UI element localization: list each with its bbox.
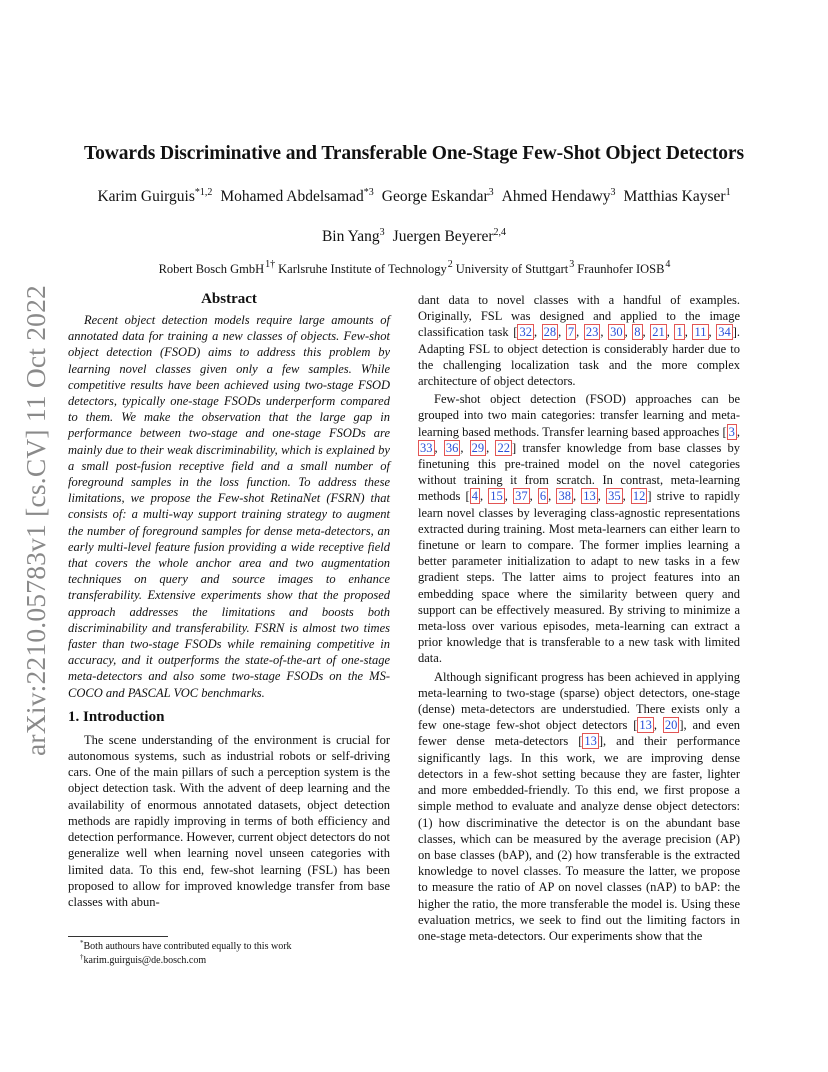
citation-link[interactable]: 12 xyxy=(632,489,646,504)
footnote-email[interactable] xyxy=(68,954,390,968)
author xyxy=(502,188,616,205)
author-name: Mohamed Abdelsamad xyxy=(220,188,364,205)
citation-link[interactable]: 30 xyxy=(610,325,623,340)
author-name: George Eskandar xyxy=(381,188,489,205)
author-name: Matthias Kayser xyxy=(623,188,726,205)
author xyxy=(382,188,494,205)
affiliation xyxy=(576,259,671,276)
paragraph-text: dant data to novel classes with a handful of examples. Originally, FSL was designed and applied to the image classification task xyxy=(418,293,740,340)
citation-link[interactable]: 7 xyxy=(567,325,575,340)
footnote-rule xyxy=(68,936,168,937)
author-superscript: 3 xyxy=(379,227,385,238)
affiliation xyxy=(158,259,276,276)
citation-link[interactable]: 28 xyxy=(543,325,557,340)
footnote-mark: † xyxy=(80,952,84,961)
citation-link[interactable]: 36 xyxy=(445,440,459,455)
author-superscript: *1,2 xyxy=(194,187,213,198)
author-name: Juergen Beyerer xyxy=(392,228,494,245)
citation-group: [ 3 , 33 , 36 , 29 , 22 ] xyxy=(420,424,740,455)
author-superscript: 1 xyxy=(725,187,731,198)
author-superscript: 3 xyxy=(488,187,494,198)
citation-link[interactable]: 13 xyxy=(639,718,652,733)
citation-group: [ 4 , 15 , 37 , 6 , 38 , 13 , 35 , 12 ] xyxy=(465,489,652,504)
citation-link[interactable]: 3 xyxy=(728,424,735,439)
citation-group: [ 13 ] xyxy=(578,734,604,749)
author xyxy=(220,188,373,205)
citation-link[interactable]: 33 xyxy=(420,440,433,455)
author xyxy=(322,228,385,245)
citation-link[interactable]: 21 xyxy=(652,325,665,340)
paragraph-text: , and even fewer dense meta-detectors xyxy=(418,718,740,749)
right-paragraph-2 xyxy=(418,391,740,666)
author-name: Bin Yang xyxy=(321,228,380,245)
citation-link[interactable]: 34 xyxy=(718,325,731,340)
footnote-equal-contribution xyxy=(68,940,390,954)
left-column xyxy=(68,290,390,910)
affiliation-superscript: 1† xyxy=(265,259,276,270)
citation-link[interactable]: 29 xyxy=(471,440,485,455)
author xyxy=(97,188,212,205)
author xyxy=(624,188,731,205)
citation-group: [ 13 , 20 ] xyxy=(633,718,684,733)
citation-link[interactable]: 38 xyxy=(558,489,571,504)
affiliations xyxy=(0,259,828,277)
citation-group: [ 32 , 28 , 7 , 23 , 30 , 8 , 21 , 1 , 11 , 34 ] xyxy=(513,325,737,340)
affiliation xyxy=(277,259,453,276)
affiliation-superscript: 3 xyxy=(569,259,575,270)
affiliation-name: University of Stuttgart xyxy=(455,262,569,276)
citation-link[interactable]: 32 xyxy=(519,325,532,340)
intro-paragraph-1: The scene understanding of the environment is crucial for autonomous systems, such as industrial robots or self-driving cars. One of the main pillars of such a perception system is the object detection task. With the advent of deep learning and the availability of enormous annotated datasets, object detection methods are rapidly improving in terms of both efficiency and detection performance. However, current object detectors do not generalize well when learning novel unseen categories with limited data. To this end, few-shot learning (FSL) has been proposed to allow for improved knowledge transfer from base classes with abun- xyxy=(68,732,390,909)
footnote-text[interactable]: karim.guirguis@de.bosch.com xyxy=(83,954,207,966)
citation-link[interactable]: 11 xyxy=(694,325,707,340)
arxiv-stamp-text: arXiv:2210.05783v1 [cs.CV] 11 Oct 2022 xyxy=(20,284,51,756)
abstract-text: Recent object detection models require large amounts of annotated data for training a new classes of objects. Few-shot object detection (FSOD) aims to address this problem by learning novel classes given only a few samples. While competitive results have been achieved using two-stage FSOD detectors, typically one-stage FSODs underperform compared to them. We make the observation that the large gap in performance between two-stage and one-stage FSODs are mainly due to their weak discriminability, which is explained by a small post-fusion receptive field and a small number of foreground samples in the loss function. To address these limitations, we propose the Few-shot RetinaNet (FSRN) that consists of: a multi-way support training strategy to augment the number of foreground samples for dense meta-detectors, an early multi-level feature fusion providing a wide receptive field that covers the whole anchor area and two augmentation techniques on query and source images to enhance transferability. Extensive experiments show that the proposed approach addresses the limitations and boosts both discriminability and transferability. FSRN is almost two times faster than two-stage FSODs while remaining competitive in accuracy, and it outperforms the state-of-the-art of one-stage meta-detectors and also some two-stage FSODs on the MS-COCO and PASCAL VOC benchmarks. xyxy=(68,313,390,700)
author-superscript: 2,4 xyxy=(493,227,507,238)
authors-line-1 xyxy=(0,188,828,206)
citation-link[interactable]: 20 xyxy=(664,718,678,733)
author-superscript: *3 xyxy=(363,187,374,198)
affiliation-name: Fraunhofer IOSB xyxy=(577,262,665,276)
citation-link[interactable]: 1 xyxy=(676,325,683,340)
footnote-mark: * xyxy=(80,939,84,947)
citation-link[interactable]: 6 xyxy=(539,489,547,504)
affiliation-superscript: 4 xyxy=(665,259,671,270)
paper-title: Towards Discriminative and Transferable One-Stage Few-Shot Object Detectors xyxy=(84,143,744,164)
footnotes xyxy=(68,940,390,967)
section-heading-introduction: 1. Introduction xyxy=(68,708,165,725)
citation-link[interactable]: 37 xyxy=(515,489,528,504)
author-superscript: 3 xyxy=(610,187,616,198)
arxiv-stamp xyxy=(12,285,60,755)
abstract-heading: Abstract xyxy=(201,291,257,307)
paragraph-text: Few-shot object detection (FSOD) approaches can be grouped into two main categories: transfer learning and meta-learning based methods. Transfer learning based approaches xyxy=(418,392,740,439)
citation-link[interactable]: 35 xyxy=(608,489,621,504)
citation-link[interactable]: 23 xyxy=(585,325,599,340)
citation-link[interactable]: 4 xyxy=(471,489,478,504)
citation-link[interactable]: 8 xyxy=(634,325,641,340)
authors-line-2 xyxy=(0,228,828,246)
paragraph-text: , and their performance significantly lags. In this work, we are improving dense detectors in a few-shot setting because they are faster, lighter and more embedded-friendly. To this end, we first propose a simple method to evaluate and analyze dense object detectors: (1) how discriminative the detector is on the abundant base classes, which can be measured by the average precision (AP) on base classes (bAP), and (2) how transferable is the extracted knowledge to novel classes. To measure the latter, we propose to measure the ratio of AP on novel classes (nAP) to bAP: the higher the ratio, the more transferable the model is. Using these evaluation metrics, we seek to find out the limiting factors in one-stage meta-detectors. Our experiments show that the xyxy=(418,734,740,943)
paragraph-text: transfer knowledge from base classes by finetuning this pre-trained model on the novel categories without training it from scratch. In contrast, meta-learning methods xyxy=(418,440,741,504)
author-name: Karim Guirguis xyxy=(97,188,195,205)
footnote-text: Both authours have contributed equally to this work xyxy=(83,941,292,952)
author xyxy=(393,228,506,245)
affiliation-superscript: 2 xyxy=(447,259,453,270)
affiliation-name: Robert Bosch GmbH xyxy=(158,262,265,276)
paragraph-text: . Adapting FSL to object detection is considerably harder due to the challenging localization task and the more complex architecture of object detectors. xyxy=(418,325,741,389)
citation-link[interactable]: 22 xyxy=(497,440,510,455)
author-name: Ahmed Hendawy xyxy=(501,188,611,205)
paragraph-text: strive to rapidly learn novel classes by leveraging class-agnostic representations extracted during training. Most meta-learners can either learn to finetune or learn to compare. The former implies learning a better parameter initialization to adapt to new tasks in a few gradient steps. The latter aims to project features into an embedding space where the similarity between query and support can be effectively measured. By striving to minimize a meta-loss over various episodes, meta-learning can extract a prior knowledge that is transferable to a new task with limited data. xyxy=(418,489,741,666)
citation-link[interactable]: 13 xyxy=(583,489,596,504)
paragraph-text: Although significant progress has been achieved in applying meta-learning to two-stage (sparse) object detectors, one-stage (dense) meta-detectors are understudied. There exists only a few one-stage few-shot object detectors xyxy=(418,669,740,733)
affiliation-name: Karlsruhe Institute of Technology xyxy=(278,262,447,276)
citation-link[interactable]: 15 xyxy=(490,489,503,504)
citation-link[interactable]: 13 xyxy=(584,734,597,749)
affiliation xyxy=(455,259,575,276)
right-column xyxy=(418,292,740,944)
right-paragraph-3 xyxy=(418,669,740,944)
right-paragraph-1 xyxy=(418,292,740,389)
